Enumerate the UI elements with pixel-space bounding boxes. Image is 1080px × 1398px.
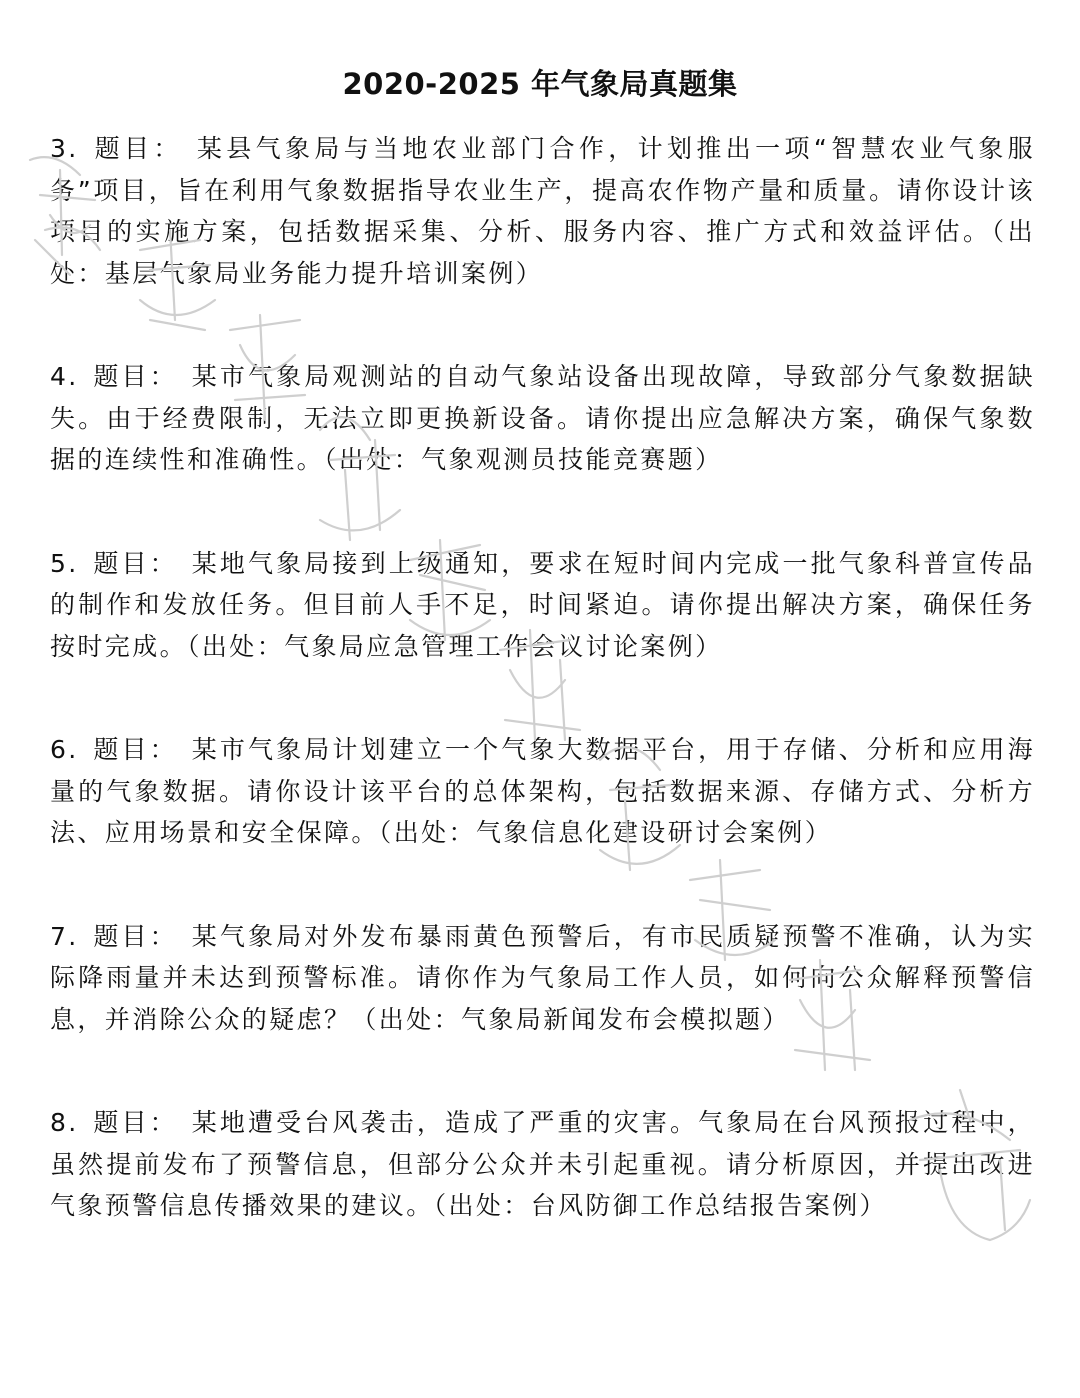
question-number: 4. [50, 362, 79, 391]
question-text: 某县气象局与当地农业部门合作，计划推出一项“智慧农业气象服务”项目，旨在利用气象数据指导农业生产，提高农作物产量和质量。请你设计该项目的实施方案，包括数据采集、分析、服务内容、推广方式和效益评估。（出处：基层气象局业务能力提升培训案例） [50, 134, 1035, 288]
question-number: 8. [50, 1108, 79, 1137]
question-item [50, 356, 1035, 481]
question-text: 某地气象局接到上级通知，要求在短时间内完成一批气象科普宣传品的制作和发放任务。但目前人手不足，时间紧迫。请你提出解决方案，确保任务按时完成。（出处：气象局应急管理工作会议讨论案例） [50, 548, 1035, 661]
question-number: 5. [50, 548, 79, 578]
question-label: 题目： [92, 362, 178, 391]
question-item [50, 543, 1035, 668]
question-list [50, 128, 1035, 1289]
question-item [50, 729, 1035, 854]
question-number: 7. [50, 921, 79, 951]
question-label: 题目： [92, 921, 178, 951]
question-number: 3. [50, 134, 79, 163]
question-label: 题目： [92, 134, 183, 163]
question-item [50, 1102, 1035, 1227]
question-text: 某市气象局计划建立一个气象大数据平台，用于存储、分析和应用海量的气象数据。请你设计该平台的总体架构，包括数据来源、存储方式、分析方法、应用场景和安全保障。（出处：气象信息化建设研讨会案例） [50, 735, 1035, 847]
question-number: 6. [50, 735, 79, 764]
question-text: 某气象局对外发布暴雨黄色预警后，有市民质疑预警不准确，认为实际降雨量并未达到预警标准。请你作为气象局工作人员，如何向公众解释预警信息，并消除公众的疑虑？（出处：气象局新闻发布会模拟题） [50, 921, 1035, 1034]
document-title: 2020-2025 年气象局真题集 [342, 67, 738, 101]
question-label: 题目： [92, 1108, 178, 1137]
question-text: 某市气象局观测站的自动气象站设备出现故障，导致部分气象数据缺失。由于经费限制，无法立即更换新设备。请你提出应急解决方案，确保气象数据的连续性和准确性。（出处：气象观测员技能竞赛题） [50, 362, 1035, 474]
question-label: 题目： [92, 735, 178, 764]
question-item [50, 128, 1035, 294]
question-text: 某地遭受台风袭击，造成了严重的灾害。气象局在台风预报过程中，虽然提前发布了预警信息，但部分公众并未引起重视。请分析原因，并提出改进气象预警信息传播效果的建议。（出处：台风防御工作总结报告案例） [50, 1108, 1035, 1220]
question-label: 题目： [92, 548, 178, 578]
question-item [50, 916, 1035, 1041]
